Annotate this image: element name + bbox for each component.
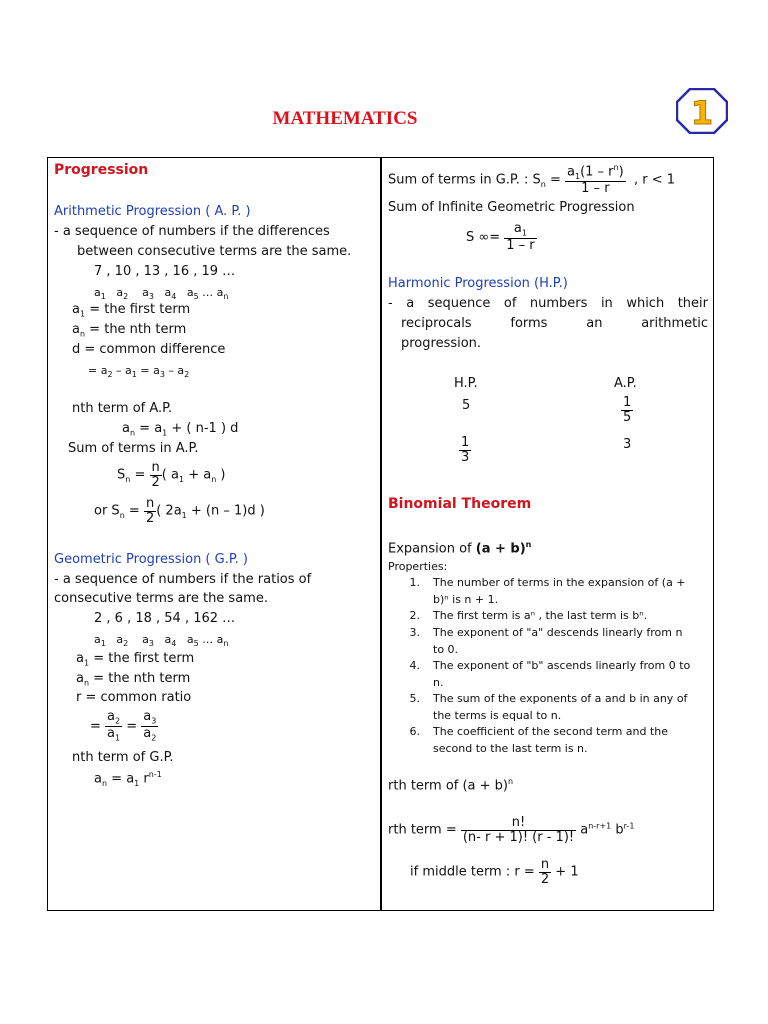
property-item: [400, 575, 686, 608]
binomial-heading: Binomial Theorem: [388, 496, 532, 512]
page-number: 1: [690, 94, 714, 132]
property-item: [400, 691, 687, 724]
property-item: [400, 625, 682, 658]
rth-term-heading: rth term of $(a + b)^n$: [388, 777, 514, 794]
ap-common-difference: d = common difference: [72, 342, 226, 357]
ap-definition-1: - a sequence of numbers if the differences: [54, 224, 330, 239]
expansion-label: Expansion of $(a + b)^n$: [388, 540, 532, 557]
ap-nth-formula: $a_n = a_1$ + ( n-1 ) d: [122, 421, 239, 438]
property-number: 1.: [409, 576, 420, 589]
progression-heading: Progression: [54, 162, 149, 178]
page-number-badge: [676, 88, 728, 134]
ap-sum-formula: $S_n$ = $\frac{n}{2}$ ( $a_1 + a_n$ ): [117, 460, 226, 490]
gp-sum-formula: Sum of terms in G.P. : $S_n$ = $\frac{a_1(1 - r^n)}{1 - r}$ , r < 1: [388, 163, 675, 197]
ap-value-1: $\frac{1}{5}$: [623, 395, 632, 425]
property-number: 3.: [409, 626, 420, 639]
property-text: The exponent of "b" ascends linearly from 0 to: [433, 659, 691, 672]
property-item: [400, 658, 690, 691]
ap-first-term: $a_1$ = the first term: [72, 302, 191, 319]
gp-example: 2 , 6 , 18 , 54 , 162 …: [94, 611, 236, 626]
property-text: The exponent of "a" descends linearly from n: [433, 626, 683, 639]
property-text-continued: the terms is equal to n.: [433, 708, 562, 722]
gp-nth-heading: nth term of G.P.: [72, 750, 174, 765]
ap-term-labels: $a_1$ $a_2$ $a_3$ $a_4$ $a_5$ … $a_n$: [94, 286, 229, 302]
hp-definition-1: - a sequence of numbers in which their: [388, 296, 708, 311]
property-text: The sum of the exponents of a and b in any of: [433, 692, 688, 705]
ap-sum-formula-alt: or $S_n$ = $\frac{n}{2}$ ( $2a_1 + (n - 1)d$ ): [94, 496, 265, 526]
hp-column-header: H.P.: [454, 376, 478, 391]
gp-common-ratio: r = common ratio: [76, 690, 192, 705]
property-item: [400, 608, 647, 625]
ap-value-2: 3: [623, 437, 632, 452]
page-title: MATHEMATICS: [272, 108, 418, 129]
property-item: [400, 724, 668, 757]
gp-first-term: $a_1$ = the first term: [76, 651, 195, 668]
infinite-gp-heading: Sum of Infinite Geometric Progression: [388, 200, 635, 215]
hp-definition-2: reciprocals forms an arithmetic: [401, 316, 708, 331]
hp-value-2: $\frac{1}{3}$: [461, 435, 470, 465]
property-number: 4.: [409, 659, 420, 672]
gp-term-labels: $a_1$ $a_2$ $a_3$ $a_4$ $a_5$ … $a_n$: [94, 633, 229, 649]
property-text-continued: b)ⁿ is n + 1.: [433, 592, 499, 606]
property-text: The coefficient of the second term and the: [433, 725, 669, 738]
gp-nth-formula: $a_n = a_1$ $r^{n-1}$: [94, 770, 162, 788]
hp-heading: Harmonic Progression (H.P.): [388, 276, 568, 291]
hp-value-1: 5: [462, 398, 471, 413]
hp-definition-3: progression.: [401, 336, 482, 351]
ap-column-header: A.P.: [614, 376, 637, 391]
gp-nth-term: $a_n$ = the nth term: [76, 671, 191, 688]
gp-definition-2: consecutive terms are the same.: [54, 591, 268, 606]
middle-term-formula: if middle term : r = $\frac{n}{2}$ + 1: [410, 857, 579, 887]
rth-term-formula: rth term = $\frac{n!}{(n- r + 1)! (r - 1)!}$ $a^{n-r+1}$ $b^{r-1}$: [388, 815, 635, 845]
property-number: 5.: [409, 692, 420, 705]
ap-nth-term: $a_n$ = the nth term: [72, 322, 187, 339]
infinite-gp-formula: S ∞= $\frac{a_1}{1 - r}$: [466, 221, 535, 253]
ap-definition-2: between consecutive terms are the same.: [77, 244, 352, 259]
properties-label: Properties:: [388, 560, 448, 573]
property-text: The first term is aⁿ , the last term is bⁿ.: [433, 609, 648, 622]
ap-difference-formula: = $a_2 - a_1 = a_3 - a_2$: [88, 364, 190, 380]
gp-ratio-formula: = $\frac{a_2}{a_1}$ = $\frac{a_3}{a_2}$: [90, 709, 157, 743]
property-text-continued: to 0.: [433, 642, 459, 656]
property-number: 2.: [409, 609, 420, 622]
property-number: 6.: [409, 725, 420, 738]
property-text-continued: second to the last term is n.: [433, 741, 588, 755]
property-text: The number of terms in the expansion of (a +: [433, 576, 686, 589]
gp-heading: Geometric Progression ( G.P. ): [54, 552, 248, 567]
ap-nth-heading: nth term of A.P.: [72, 401, 173, 416]
ap-heading: Arithmetic Progression ( A. P. ): [54, 204, 251, 219]
ap-sum-heading: Sum of terms in A.P.: [68, 441, 199, 456]
ap-example: 7 , 10 , 13 , 16 , 19 …: [94, 264, 236, 279]
column-divider: [380, 157, 382, 911]
property-text-continued: n.: [433, 675, 444, 689]
gp-definition-1: - a sequence of numbers if the ratios of: [54, 572, 312, 587]
